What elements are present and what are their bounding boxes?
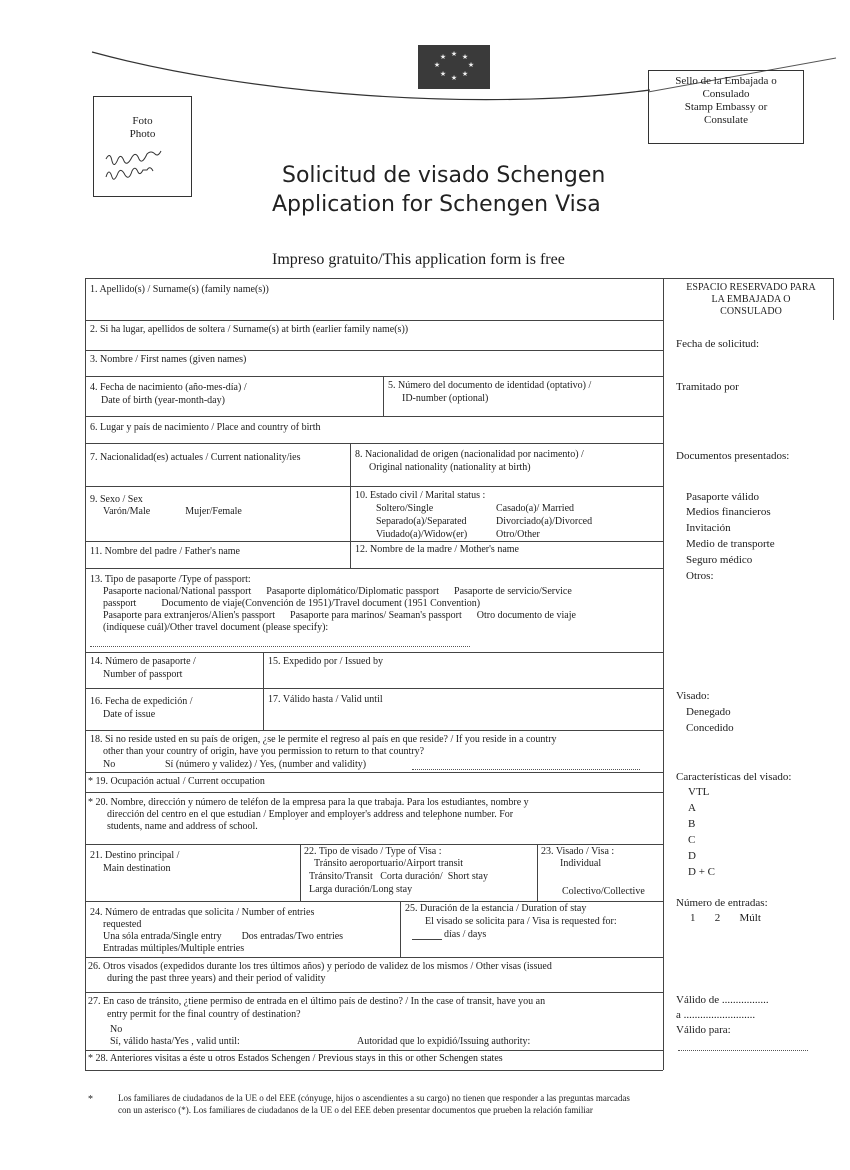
field-23-visa: 23. Visado / Visa : bbox=[541, 846, 615, 857]
field-19-occupation[interactable]: * 19. Ocupación actual / Current occupation bbox=[88, 776, 265, 787]
footer-note-line-2: con un asterisco (*). Los familiares de ciudadanos de la UE o del EEE deben presentar documentos que prueben la relación familiar bbox=[118, 1105, 593, 1115]
field-5-id-number-label[interactable]: 5. Número del documento de identidad (optativo) / bbox=[388, 380, 592, 391]
number-of-entries-options[interactable]: 1 2 Múlt bbox=[690, 912, 761, 924]
entries-single-two-options[interactable]: Una sóla entrada/Single entry Dos entradas/Two entries bbox=[103, 931, 344, 942]
doc-transport[interactable]: Medio de transporte bbox=[686, 538, 775, 550]
valid-from-field[interactable]: Válido de ................. bbox=[676, 994, 769, 1006]
field-21-main-destination-en: Main destination bbox=[103, 863, 171, 874]
field-9-sex-options[interactable]: Varón/Male Mujer/Female bbox=[103, 506, 242, 517]
field-9-sex: 9. Sexo / Sex bbox=[90, 494, 143, 505]
marital-married-option[interactable]: Casado(a)/ Married bbox=[496, 503, 575, 514]
embassy-header-3: CONSULADO bbox=[720, 306, 782, 317]
photo-label-en: Photo bbox=[129, 128, 156, 140]
field-17-valid-until[interactable]: 17. Válido hasta / Valid until bbox=[268, 694, 383, 705]
field-5-id-number-label-en: ID-number (optional) bbox=[402, 393, 489, 404]
field-24-number-of-entries: 24. Número de entradas que solicita / Number of entries bbox=[90, 907, 315, 918]
svg-text:★: ★ bbox=[467, 61, 475, 69]
field-26-other-visas-line2: during the past three years) and their period of validity bbox=[107, 973, 326, 984]
visa-denied-option[interactable]: Denegado bbox=[686, 706, 731, 718]
visa-type-d-plus-c[interactable]: D + C bbox=[688, 866, 715, 878]
svg-text:★: ★ bbox=[433, 61, 441, 69]
field-3-first-names[interactable]: 3. Nombre / First names (given names) bbox=[90, 354, 247, 365]
passport-type-other[interactable]: (indíquese cuál)/Other travel document (please specify): bbox=[103, 622, 329, 633]
svg-text:★: ★ bbox=[450, 74, 458, 82]
transit-no-option[interactable]: No bbox=[110, 1024, 123, 1035]
svg-text:★: ★ bbox=[439, 53, 447, 61]
marital-widow-option[interactable]: Viudado(a)/Widow(er) bbox=[376, 529, 468, 540]
field-28-previous-stays[interactable]: * 28. Anteriores visitas a éste u otros Estados Schengen / Previous stays in this or other Schengen states bbox=[88, 1053, 503, 1064]
marital-divorced-option[interactable]: Divorciado(a)/Divorced bbox=[496, 516, 593, 527]
field-4-date-of-birth-label-en: Date of birth (year-month-day) bbox=[101, 395, 225, 406]
field-21-main-destination[interactable]: 21. Destino principal / bbox=[90, 850, 180, 861]
residence-no-option[interactable]: No bbox=[103, 759, 116, 770]
visa-type-vtl[interactable]: VTL bbox=[688, 786, 710, 798]
field-6-place-of-birth[interactable]: 6. Lugar y país de nacimiento / Place and country of birth bbox=[90, 422, 321, 433]
field-4-date-of-birth-label[interactable]: 4. Fecha de nacimiento (año-mes-día) / bbox=[90, 382, 247, 393]
stamp-line-1: Sello de la Embajada o bbox=[675, 75, 777, 87]
field-27-transit-permit: 27. En caso de tránsito, ¿tiene permiso de entrada en el último país de destino? / In the case of transit, have you an bbox=[88, 996, 546, 1007]
doc-other[interactable]: Otros: bbox=[686, 570, 714, 582]
svg-text:★: ★ bbox=[439, 70, 447, 78]
field-10-marital-status: 10. Estado civil / Marital status : bbox=[355, 490, 486, 501]
title-en: Application for Schengen Visa bbox=[272, 192, 601, 217]
number-of-entries-label: Número de entradas: bbox=[676, 897, 768, 909]
entries-multiple-option[interactable]: Entradas múltiples/Multiple entries bbox=[103, 943, 245, 954]
doc-financial-means[interactable]: Medios financieros bbox=[686, 506, 771, 518]
transit-issuing-authority[interactable]: Autoridad que lo expidió/Issuing authority: bbox=[357, 1036, 531, 1047]
visa-characteristics-label: Características del visado: bbox=[676, 771, 792, 783]
svg-text:★: ★ bbox=[450, 50, 458, 58]
field-13-passport-type: 13. Tipo de pasaporte /Type of passport: bbox=[90, 574, 251, 585]
field-8-original-nationality-en: Original nationality (nationality at birth) bbox=[369, 462, 531, 473]
title-es: Solicitud de visado Schengen bbox=[282, 163, 606, 188]
field-14-passport-number-en: Number of passport bbox=[103, 669, 183, 680]
passport-type-options-1[interactable]: Pasaporte nacional/National passport Pasaporte diplomático/Diplomatic passport Pasaporte de servicio/Service bbox=[103, 586, 572, 597]
field-20-employer[interactable]: * 20. Nombre, dirección y número de teléfon de la empresa para la que trabaja. Para los estudiantes, nombre y bbox=[88, 797, 529, 808]
field-15-issued-by[interactable]: 15. Expedido por / Issued by bbox=[268, 656, 383, 667]
embassy-header-2: LA EMBAJADA O bbox=[711, 294, 791, 305]
field-18-residence-permit-en: other than your country of origin, have you permission to return to that country? bbox=[103, 746, 425, 757]
documents-presented-label: Documentos presentados: bbox=[676, 450, 790, 462]
stamp-line-4: Consulate bbox=[704, 114, 748, 126]
field-24-requested: requested bbox=[103, 919, 142, 930]
visa-individual-option[interactable]: Individual bbox=[560, 858, 602, 869]
processed-by-label: Tramitado por bbox=[676, 381, 739, 393]
passport-type-options-2[interactable]: passport Documento de viaje(Convención de 1951)/Travel document (1951 Convention) bbox=[103, 598, 481, 609]
visa-type-transit-short-stay[interactable]: Tránsito/Transit Corta duración/ Short stay bbox=[309, 871, 488, 882]
duration-days-input[interactable] bbox=[412, 939, 442, 940]
stamp-line-2: Consulado bbox=[702, 88, 750, 100]
visa-type-c[interactable]: C bbox=[688, 834, 696, 846]
visa-decision-label: Visado: bbox=[676, 690, 710, 702]
visa-type-a[interactable]: A bbox=[688, 802, 696, 814]
free-notice: Impreso gratuito/This application form is free bbox=[272, 251, 565, 268]
doc-invitation[interactable]: Invitación bbox=[686, 522, 731, 534]
field-2-surname-at-birth[interactable]: 2. Si ha lugar, apellidos de soltera / Surname(s) at birth (earlier family name(s)) bbox=[90, 324, 409, 335]
visa-granted-option[interactable]: Concedido bbox=[686, 722, 734, 734]
residence-yes-line[interactable] bbox=[412, 769, 640, 770]
field-12-mother-name[interactable]: 12. Nombre de la madre / Mother's name bbox=[355, 544, 519, 555]
field-1-surname[interactable]: 1. Apellido(s) / Surname(s) (family name(s)) bbox=[90, 284, 269, 295]
field-20-employer-line2: dirección del centro en el que estudian / Employer and employer's address and telephone number. For bbox=[107, 809, 514, 820]
svg-text:★: ★ bbox=[461, 70, 469, 78]
field-25-requested-for: El visado se solicita para / Visa is requested for: bbox=[425, 916, 617, 927]
visa-collective-option[interactable]: Colectivo/Collective bbox=[562, 886, 645, 897]
field-16-date-of-issue[interactable]: 16. Fecha de expedición / bbox=[90, 696, 193, 707]
field-8-original-nationality[interactable]: 8. Nacionalidad de origen (nacionalidad por nacimento) / bbox=[355, 449, 584, 460]
residence-yes-option[interactable]: Sí (número y validez) / Yes, (number and validity) bbox=[165, 759, 367, 770]
visa-type-d[interactable]: D bbox=[688, 850, 696, 862]
field-20-employer-line3: students, name and address of school. bbox=[107, 821, 258, 832]
visa-type-long-stay[interactable]: Larga duración/Long stay bbox=[309, 884, 413, 895]
field-16-date-of-issue-en: Date of issue bbox=[103, 709, 156, 720]
footer-note-line-1: Los familiares de ciudadanos de la UE o del EEE (cónyuge, hijos o ascendientes a su cargo) no tienen que responder a las preguntas marcadas bbox=[118, 1093, 630, 1103]
stamp-line-3: Stamp Embassy or bbox=[684, 101, 768, 113]
valid-to-field[interactable]: a .......................... bbox=[676, 1009, 756, 1021]
field-18-residence-permit: 18. Si no reside usted en su país de origen, ¿se le permite el regreso al país en que reside? / If you reside in a country bbox=[90, 734, 557, 745]
valid-for-label: Válido para: bbox=[676, 1024, 731, 1036]
transit-yes-valid-until[interactable]: Sí, válido hasta/Yes , valid until: bbox=[110, 1036, 240, 1047]
application-date-label: Fecha de solicitud: bbox=[676, 338, 760, 350]
footer-bullet: * bbox=[88, 1094, 93, 1105]
doc-valid-passport[interactable]: Pasaporte válido bbox=[686, 491, 760, 503]
field-26-other-visas[interactable]: 26. Otros visados (expedidos durante los tres últimos años) y período de validez de los mismos / Other visas (issued bbox=[88, 961, 552, 972]
embassy-header-1: ESPACIO RESERVADO PARA bbox=[686, 282, 816, 293]
field-27-transit-permit-line2: entry permit for the final country of destination? bbox=[107, 1009, 301, 1020]
passport-type-other-line[interactable] bbox=[90, 646, 470, 647]
marital-single-option[interactable]: Soltero/Single bbox=[376, 503, 434, 514]
photo-label-es: Foto bbox=[132, 115, 153, 127]
svg-text:★: ★ bbox=[461, 53, 469, 61]
valid-for-line[interactable] bbox=[678, 1050, 808, 1051]
visa-type-b[interactable]: B bbox=[688, 818, 696, 830]
passport-type-options-3[interactable]: Pasaporte para extranjeros/Alien's passport Pasaporte para marinos/ Seaman's passport Otro documento de viaje bbox=[103, 610, 576, 621]
visa-type-airport-transit[interactable]: Tránsito aeroportuario/Airport transit bbox=[314, 858, 464, 869]
marital-other-option[interactable]: Otro/Other bbox=[496, 529, 540, 540]
field-11-father-name[interactable]: 11. Nombre del padre / Father's name bbox=[90, 546, 240, 557]
field-7-current-nationality[interactable]: 7. Nacionalidad(es) actuales / Current nationality/ies bbox=[90, 452, 301, 463]
doc-medical-insurance[interactable]: Seguro médico bbox=[686, 554, 753, 566]
duration-days-label: días / days bbox=[444, 929, 487, 940]
field-25-duration: 25. Duración de la estancia / Duration of stay bbox=[405, 903, 587, 914]
field-14-passport-number[interactable]: 14. Número de pasaporte / bbox=[90, 656, 196, 667]
marital-separated-option[interactable]: Separado(a)/Separated bbox=[376, 516, 467, 527]
field-22-visa-type: 22. Tipo de visado / Type of Visa : bbox=[304, 846, 442, 857]
